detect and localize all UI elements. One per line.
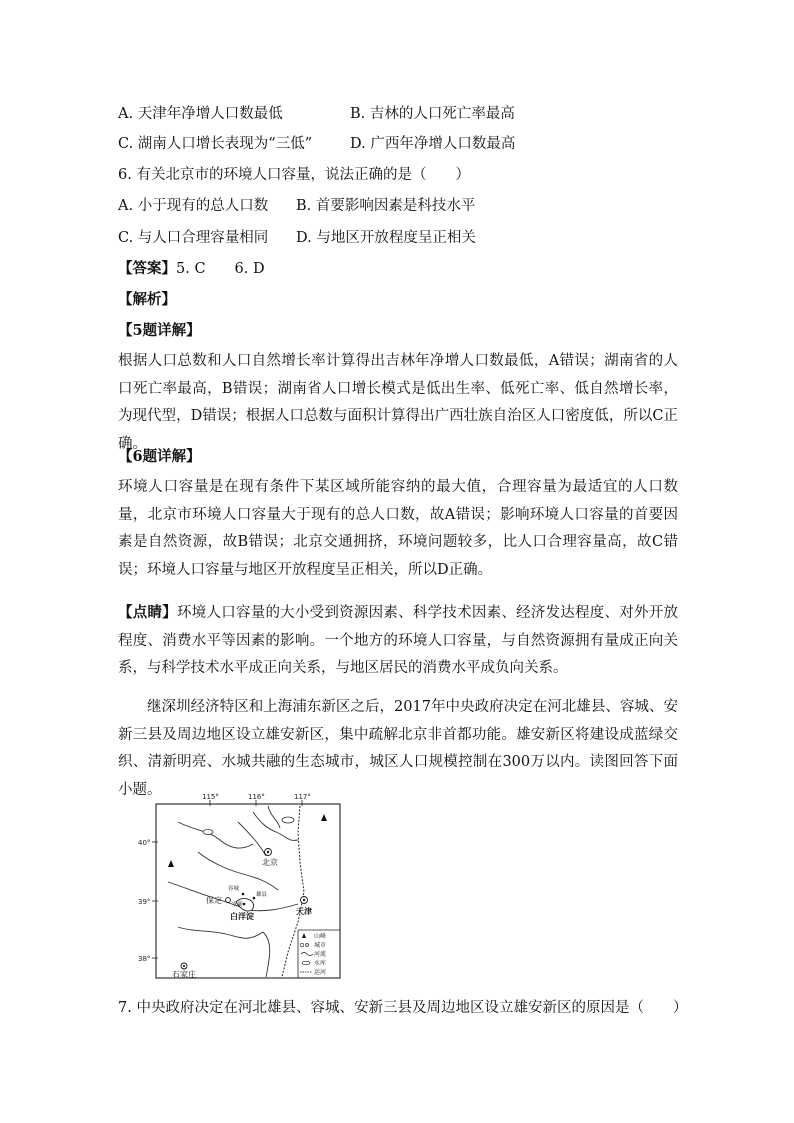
legend-canal: 运河 [314, 969, 327, 976]
intro-paragraph: 继深圳经济特区和上海浦东新区之后，2017年中央政府决定在河北雄县、容城、安新三县及周边地区设立雄安新区，集中疏解北京非首都功能。雄安新区将建设成蓝绿交织、清新明亮、水城共融的生态城市，城区人口规模控制在300万以内。读图回答下面小题。 [118, 699, 678, 798]
detail6-text: 环境人口容量是在现有条件下某区域所能容纳的最大值，合理容量为最适宜的人口数量，北京市环境人口容量大于现有的总人口数，故A错误；影响环境人口容量的首要因素是自然资源，故B错误；北京交通拥挤，环境问题较多，比人口合理容量高，故C错误；环境人口容量与地区开放程度呈正相关，所以D正确。 [118, 479, 678, 578]
q6-option-a: A. 小于现有的总人口数 [118, 198, 269, 214]
detail5-text: 根据人口总数和人口自然增长率计算得出吉林年净增人口数最低，A错误；湖南省的人口死亡率最高，B错误；湖南省人口增长模式是低出生率、低死亡率、低自然增长率，为现代型，D错误；根据人口总数与面积计算得出广西壮族自治区人口密度低，所以C正确。 [118, 353, 678, 452]
shijiazhuang-label: 石家庄 [172, 970, 196, 979]
anxin-marker [243, 903, 246, 906]
analysis-title: 【解析】 [118, 291, 176, 308]
q5-option-b: B. 吉林的人口死亡率最高 [350, 106, 515, 122]
q5-option-c: C. 湖南人口增长表现为“三低” [118, 136, 313, 152]
lat-label-40: 40° [138, 839, 151, 847]
q6-option-b: B. 首要影响因素是科技水平 [296, 198, 476, 214]
q6-option-d: D. 与地区开放程度呈正相关 [296, 230, 476, 246]
detail5-title: 【5题详解】 [118, 322, 201, 339]
rongcheng-label: 容城 [228, 886, 240, 892]
detail6-title: 【6题详解】 [118, 448, 201, 465]
xiongxian-marker [253, 897, 256, 900]
tianjin-label: 天津 [296, 907, 312, 916]
lat-label-39: 39° [138, 898, 151, 906]
legend-river: 河流 [314, 951, 327, 958]
q5-option-a: A. 天津年净增人口数最低 [118, 106, 283, 122]
reservoir-2 [203, 830, 213, 835]
q6-stem: 6. 有关北京市的环境人口容量，说法正确的是（ ） [118, 167, 470, 183]
answer-line [118, 259, 265, 279]
legend-city: 城市 [314, 942, 327, 949]
lon-label-116: 116° [248, 793, 265, 801]
lat-label-38: 38° [138, 955, 151, 963]
rongcheng-marker [242, 893, 245, 896]
baoding-label: 保定 [206, 896, 222, 905]
xiongan-map [138, 792, 348, 982]
lon-label-117: 117° [294, 793, 311, 801]
tip-paragraph [118, 599, 678, 683]
legend-reservoir-icon [302, 961, 310, 965]
legend-reservoir: 水库 [314, 960, 327, 967]
lon-label-115: 115° [202, 793, 219, 801]
beijing-label: 北京 [262, 858, 278, 867]
q5-option-d: D. 广西年净增人口数最高 [350, 136, 516, 152]
q6-option-c: C. 与人口合理容量相同 [118, 230, 269, 246]
reservoir-1 [282, 817, 294, 823]
answer-text: 5. C 6. D [176, 261, 265, 277]
map-svg [138, 792, 348, 982]
tip-label: 【点睛】 [118, 604, 177, 621]
map-frame [156, 804, 340, 978]
baoding-marker [226, 898, 231, 903]
answer-label: 【答案】 [118, 260, 176, 277]
anxin-label: 安新 [232, 902, 244, 908]
baiyangdian-label: 白洋淀 [230, 912, 254, 921]
tip-text: 环境人口容量的大小受到资源因素、科学技术因素、经济发达程度、对外开放程度、消费水平等因素的影响。一个地方的环境人口容量，与自然资源拥有量成正向关系，与科学技术水平成正向关系，与地区居民的消费水平成负向关系。 [118, 605, 679, 676]
legend-peak: 山峰 [314, 933, 327, 940]
q7-stem: 7. 中央政府决定在河北雄县、容城、安新三县及周边地区设立雄安新区的原因是（ ） [118, 1000, 688, 1016]
xiongxian-label: 雄县 [256, 892, 268, 898]
